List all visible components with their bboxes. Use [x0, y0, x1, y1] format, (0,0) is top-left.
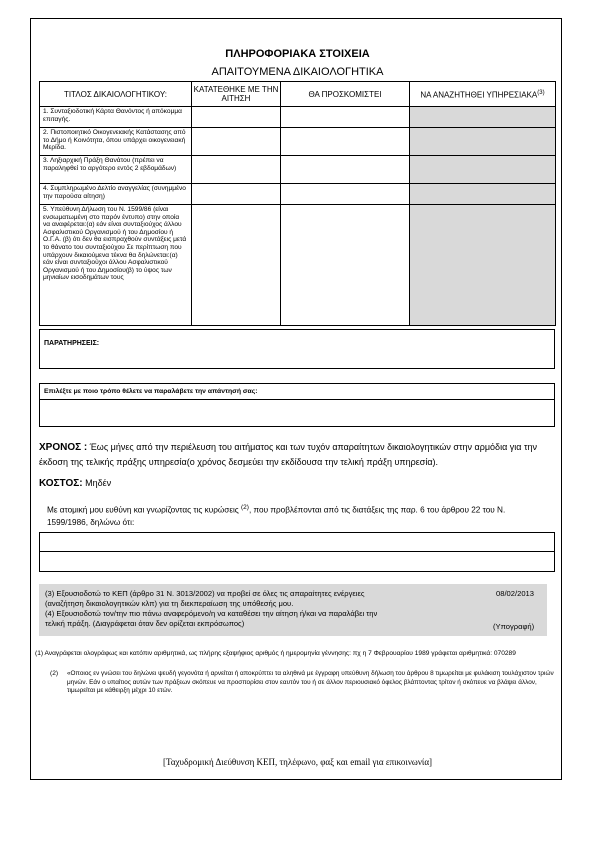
to-provide-cell[interactable]: [281, 128, 410, 156]
column-header-official-search: ΝΑ ΑΝΑΖΗΤΗΘΕΙ ΥΠΗΡΕΣΙΑΚΑ$^{(3)}$: [410, 82, 556, 107]
footnote-2: «Οποιος εν γνώσει του δηλώνει ψευδή γεγονότα ή αρνείται ή αποκρύπτει τα αληθινά με έγγραφη υπεύθυνη δήλωση του άρθρου 8 τιμωρείται με φυλάκιση τουλάχιστον τριών μηνών. Εάν ο υπαίτιος αυτών των πράξεων σκόπευε να προσπορίσει στον εαυτόν του ή σε άλλον περιουσιακό όφελος βλάπτοντας τρίτον ή σκόπευε να βλάψει άλλον, τιμωρείται με κάθειρξη μέχρι 10 ετών.: [67, 670, 554, 694]
to-provide-cell[interactable]: [281, 184, 410, 205]
declaration-line-1[interactable]: [40, 533, 554, 551]
document-title-cell: 2. Πιστοποιητικό Οικογενειακής Κατάστασης από το Δήμο ή Κοινότητα, όπου υπάρχει οικογενειακή Μερίδα.: [40, 128, 192, 156]
footer-contact: [Ταχυδρομική Διεύθυνση ΚΕΠ, τηλέφωνο, φαξ και email για επικοινωνία]: [162, 757, 433, 767]
time-text: Έως μήνες από την περιέλευση του αιτήματος και των τυχόν απαραίτητων δικαιολογητικών στην αρμόδια για την έκδοση της τελικής πράξης υπηρεσία(ο χρόνος δεσμεύει την εκδίδουσα την τελική πράξη υπηρεσία).: [39, 442, 538, 467]
cost-value: Μηδέν: [82, 478, 112, 488]
reply-method-box: [39, 383, 555, 427]
official-search-cell[interactable]: [410, 156, 556, 184]
submitted-cell[interactable]: [192, 184, 281, 205]
to-provide-cell[interactable]: [281, 107, 410, 128]
document-title-cell: 1. Συνταξιοδοτική Κάρτα Θανόντος ή απόκομμα επιταγής.: [40, 107, 192, 128]
declaration-text: Με ατομική μου ευθύνη και γνωρίζοντας τις κυρώσεις $^{(2)}$, που προβλέπονται από τις διατάξεις της παρ. 6 του άρθρου 22 του Ν. 1599/1986, δηλώνω ότι:: [47, 504, 506, 527]
official-search-cell[interactable]: [410, 128, 556, 156]
cost-label: ΚΟΣΤΟΣ:: [39, 478, 83, 489]
table-row: [40, 184, 556, 205]
footnote-2-mark: (2): [50, 670, 59, 677]
reply-method-field[interactable]: [40, 400, 554, 426]
table-row: [40, 156, 556, 184]
table-row: [40, 107, 556, 128]
declaration-box: [39, 532, 555, 572]
document-title-cell: 5. Υπεύθυνη Δήλωση του Ν. 1599/86 (είναι ενσωματωμένη στο παρόν έντυπο) στην οποία να αναφέρεται:(α) εάν είναι συνταξιούχος άλλου Ασφαλιστικού Οργανισμού ή του Δημοσίου ή Ο.Γ.Α. (β) ότι δεν θα εισπραχθούν συντάξεις μετά το θάνατο του συνταξιούχου Σε περίπτωση που υπάρχουν δικαιούμενα τέκνα θα δηλώνεται:(α) εάν είναι συνταξιούχοι άλλου Ασφαλιστικού Οργανισμού ή του Δημοσίου(β) το ύψος των μηνιαίων εισοδημάτων τους: [40, 205, 192, 326]
declaration-line-2[interactable]: [40, 552, 554, 571]
page-subtitle: ΑΠΑΙΤΟΥΜΕΝΑ ΔΙΚΑΙΟΛΟΓΗΤΙΚΑ: [211, 66, 384, 78]
remarks-box[interactable]: [39, 329, 555, 369]
to-provide-cell[interactable]: [281, 205, 410, 326]
authorization-text: [45, 589, 385, 629]
official-search-cell[interactable]: [410, 184, 556, 205]
authorization-kep: (3) Εξουσιοδοτώ το ΚΕΠ (άρθρο 31 Ν. 3013/2002) να προβεί σε όλες τις απαραίτητες ενέργειες (αναζήτηση δικαιολογητικών κλπ) για τη διεκπεραίωση της υπόθεσής μου.: [45, 589, 365, 608]
time-paragraph: [39, 440, 555, 469]
table-header-row: [40, 82, 556, 107]
time-label: ΧΡΟΝΟΣ :: [39, 442, 88, 453]
authorization-representative: (4) Εξουσιοδοτώ τον/την πιο πάνω αναφερόμενο/η να καταθέσει την αίτηση ή/και να παραλάβει την τελική πράξη. (Διαγράφεται όταν δεν ορίζεται εκπρόσωπος): [45, 609, 378, 628]
document-title-cell: 4. Συμπληρωμένο Δελτίο αναγγελίας (συνημμένο την παρούσα αίτηση): [40, 184, 192, 205]
signature-label: (Υπογραφή): [493, 622, 535, 631]
reply-method-label: Επιλέξτε με ποιο τρόπο θέλετε να παραλάβετε την απάντησή σας:: [44, 388, 258, 395]
official-search-cell[interactable]: [410, 107, 556, 128]
document-title-cell: 3. Ληξιαρχική Πράξη Θανάτου (πρέπει να παραληφθεί το αργότερο εντός 2 εβδομάδων): [40, 156, 192, 184]
submitted-cell[interactable]: [192, 205, 281, 326]
submitted-cell[interactable]: [192, 107, 281, 128]
remarks-label: ΠΑΡΑΤΗΡΗΣΕΙΣ:: [44, 340, 100, 347]
cost-line: [39, 478, 111, 489]
page-title: ΠΛΗΡΟΦΟΡΙΑΚΑ ΣΤΟΙΧΕΙΑ: [225, 48, 370, 60]
date: 08/02/2013: [496, 589, 535, 598]
column-header-submitted: ΚΑΤΑΤΕΘΗΚΕ ΜΕ ΤΗΝ ΑΙΤΗΣΗ: [192, 82, 281, 107]
official-search-cell[interactable]: [410, 205, 556, 326]
documents-table: [39, 81, 556, 326]
table-row: [40, 205, 556, 326]
column-header-to-provide: ΘΑ ΠΡΟΣΚΟΜΙΣΤΕΙ: [281, 82, 410, 107]
submitted-cell[interactable]: [192, 128, 281, 156]
footnote-1: (1) Αναγράφεται ολογράφως και κατόπιν αριθμητικά, ως πλήρης εξαψήφιος αριθμός ή ημερομηνία γέννησης: πχ η 7 Φεβρουαρίου 1989 γράφεται αριθμητικά: 070289: [35, 650, 516, 657]
table-row: [40, 128, 556, 156]
column-header-title: ΤΙΤΛΟΣ ΔΙΚΑΙΟΛΟΓΗΤΙΚΟΥ:: [40, 82, 192, 107]
to-provide-cell[interactable]: [281, 156, 410, 184]
submitted-cell[interactable]: [192, 156, 281, 184]
